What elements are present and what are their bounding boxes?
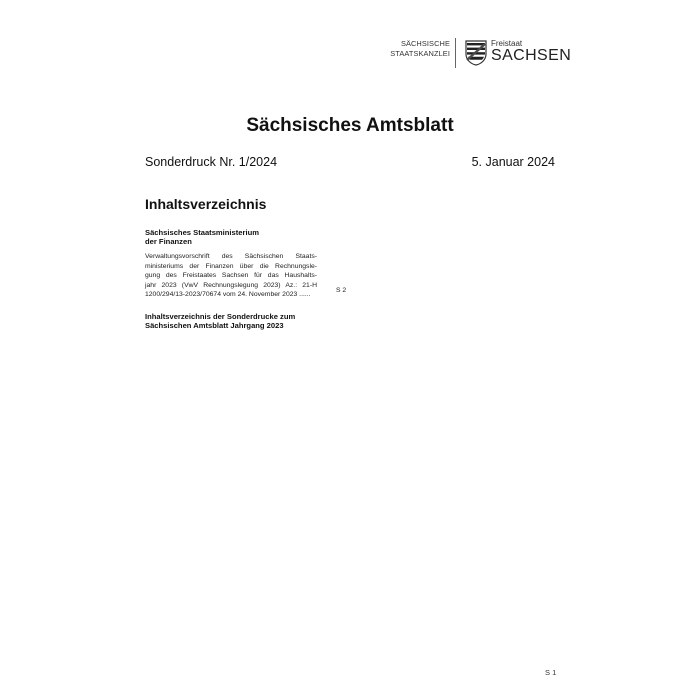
section-title-line: Inhaltsverzeichnis der Sonderdrucke zum [145,312,296,321]
toc-entry[interactable] [145,252,317,300]
sachsen-label: SACHSEN [491,47,572,64]
entry-text-line: 1200/294/13-2023/70674 vom 24. November 2023 ...... [145,291,311,298]
kanzlei-line-1: SÄCHSISCHE [400,39,450,48]
toc-heading: Inhaltsverzeichnis [145,196,267,212]
header-logo [386,38,572,72]
entry-text-line: jahr 2023 (VwV Rechnungslegung 2023) Az.: 21-H [145,281,317,289]
section-title-line: Sächsischen Amtsblatt Jahrgang 2023 [145,321,284,331]
page-title: Sächsisches Amtsblatt [246,115,454,136]
issue-date: 5. Januar 2024 [471,155,555,169]
staatskanzlei-label [386,39,450,59]
toc-section-title [145,228,259,247]
entry-page-reference[interactable]: S 2 [336,287,347,294]
issue-number: Sonderdruck Nr. 1/2024 [145,155,278,169]
entry-text-line: gung des Freistaates Sachsen für das Haushalts- [145,272,317,279]
kanzlei-line-2: STAATSKANZLEI [390,49,450,58]
section-title-line: der Finanzen [145,237,192,247]
entry-text-line: Verwaltungsvorschrift des Sächsischen Staats- [145,253,317,260]
entry-text-line: ministeriums der Finanzen über die Rechnungsle- [145,262,317,270]
logo-divider [455,38,456,68]
section-title-line: Sächsisches Staatsministerium [145,228,259,237]
page-number: S 1 [545,668,557,677]
saxony-coat-of-arms-icon [465,40,487,66]
toc-section-title[interactable] [145,312,295,331]
freistaat-label: Freistaat [491,39,523,48]
